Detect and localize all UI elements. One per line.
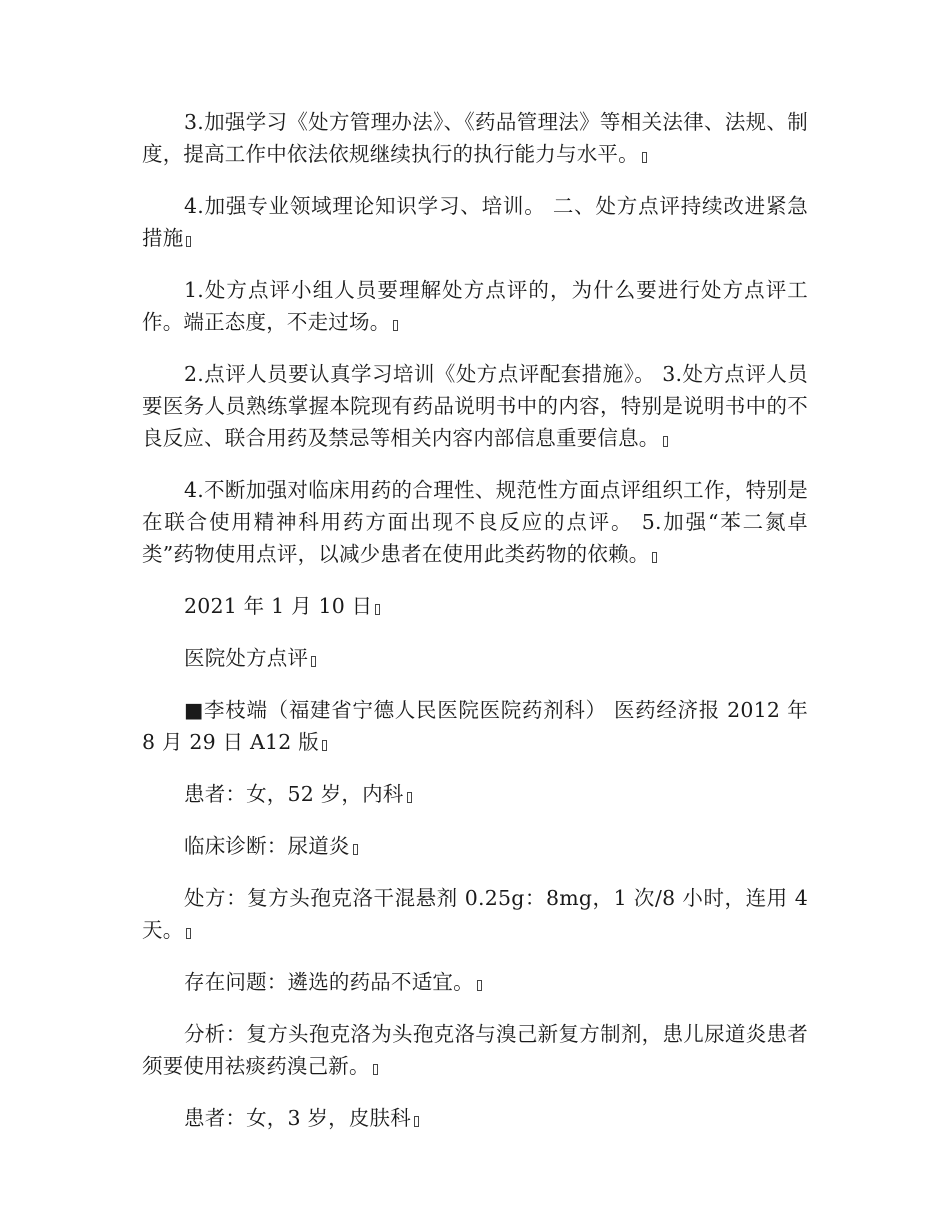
byline [142, 694, 808, 758]
paragraph-mark-icon [373, 1064, 378, 1075]
paragraph-1 [142, 106, 808, 170]
paragraph-mark-icon [186, 928, 191, 939]
analysis [142, 1018, 808, 1082]
paragraph-5 [142, 474, 808, 570]
prescription [142, 882, 808, 946]
date-text: 2021 年 1 月 10 日 [184, 594, 373, 618]
paragraph-2-text: 4.加强专业领域理论知识学习、培训。 二、处方点评持续改进紧急措施 [142, 194, 808, 250]
patient-info-2 [142, 1102, 808, 1134]
paragraph-3-text: 1.处方点评小组人员要理解处方点评的，为什么要进行处方点评工作。端正态度，不走过场。 [142, 278, 808, 334]
paragraph-4-text: 2.点评人员要认真学习培训《处方点评配套措施》。 3.处方点评人员要医务人员熟练掌握本院现有药品说明书中的内容，特别是说明书中的不良反应、联合用药及禁忌等相关内容内部信息重要信息。 [142, 362, 808, 450]
paragraph-mark-icon [652, 552, 657, 563]
paragraph-mark-icon [393, 320, 398, 331]
byline-text: ■李枝端（福建省宁德人民医院医院药剂科） 医药经济报 2012 年 8 月 29 日 A12 版 [142, 698, 808, 754]
document-body [142, 106, 808, 1154]
paragraph-mark-icon [407, 792, 412, 803]
patient-info-1-text: 患者：女，52 岁，内科 [184, 782, 404, 806]
paragraph-mark-icon [663, 436, 668, 447]
problem-text: 存在问题：遴选的药品不适宜。 [184, 970, 474, 994]
paragraph-mark-icon [477, 980, 482, 991]
analysis-text: 分析：复方头孢克洛为头孢克洛与溴己新复方制剂，患儿尿道炎患者须要使用祛痰药溴己新。 [142, 1022, 808, 1078]
diagnosis [142, 830, 808, 862]
paragraph-2 [142, 190, 808, 254]
paragraph-mark-icon [414, 1116, 419, 1127]
paragraph-mark-icon [186, 236, 191, 247]
paragraph-3 [142, 274, 808, 338]
paragraph-5-text: 4.不断加强对临床用药的合理性、规范性方面点评组织工作，特别是在联合使用精神科用药方面出现不良反应的点评。 5.加强“苯二氮卓类”药物使用点评，以减少患者在使用此类药物的依赖。 [142, 478, 808, 566]
paragraph-4 [142, 358, 808, 454]
section-title-text: 医院处方点评 [184, 646, 309, 670]
prescription-text: 处方：复方头孢克洛干混悬剂 0.25g：8mg，1 次/8 小时，连用 4 天。 [142, 886, 808, 942]
paragraph-mark-icon [322, 740, 327, 751]
patient-info-1 [142, 778, 808, 810]
patient-info-2-text: 患者：女，3 岁，皮肤科 [184, 1106, 411, 1130]
paragraph-mark-icon [311, 656, 316, 667]
paragraph-mark-icon [642, 152, 647, 163]
date-line [142, 590, 808, 622]
section-title [142, 642, 808, 674]
problem [142, 966, 808, 998]
diagnosis-text: 临床诊断：尿道炎 [184, 834, 350, 858]
paragraph-mark-icon [375, 604, 380, 615]
paragraph-1-text: 3.加强学习《处方管理办法》、《药品管理法》等相关法律、法规、制度，提高工作中依法依规继续执行的执行能力与水平。 [142, 110, 808, 166]
paragraph-mark-icon [353, 844, 358, 855]
